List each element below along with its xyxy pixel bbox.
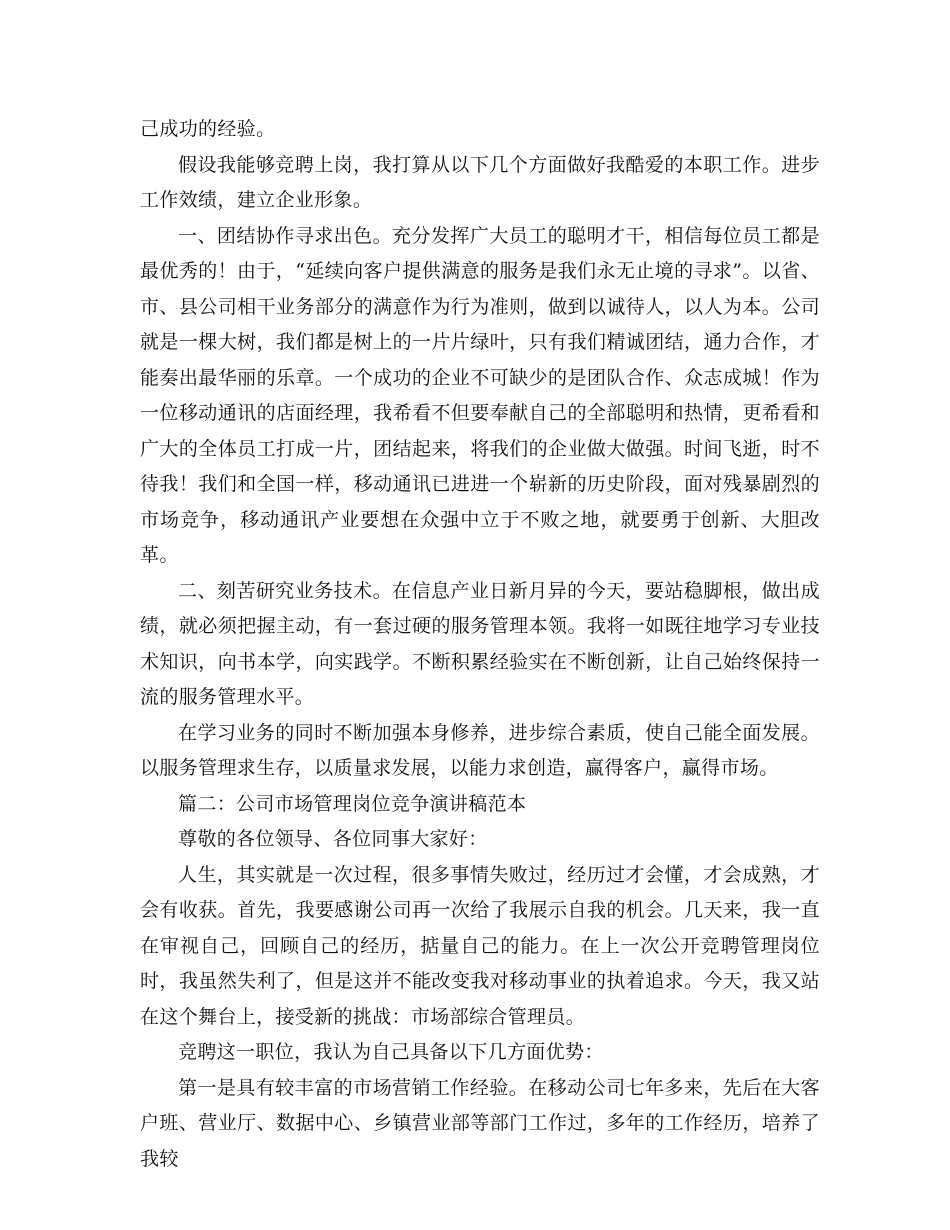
document-page <box>140 112 820 1177</box>
paragraph-self-improvement: 在学习业务的同时不断加强本身修养，进步综合素质，使自己能全面发展。以服务管理求生存，以质量求发展，以能力求创造，赢得客户，赢得市场。 <box>140 721 820 779</box>
paragraph-point-one: 一、团结协作寻求出色。充分发挥广大员工的聪明才干，相信每位员工都是最优秀的！由于，“延续向客户提供满意的服务是我们永无止境的寻求”。以省、市、县公司相干业务部分的满意作为行为准则，做到以诚待人，以人为本。公司就是一棵大树，我们都是树上的一片片绿叶，只有我们精诚团结，通力合作，才能奏出最华丽的乐章。一个成功的企业不可缺少的是团队合作、众志成城！作为一位移动通讯的店面经理，我希看不但要奉献自己的全部聪明和热情，更希看和广大的全体员工打成一片，团结起来，将我们的企业做大做强。时间飞逝，时不待我！我们和全国一样，移动通讯已进进一个崭新的历史阶段，面对残暴剧烈的市场竞争，移动通讯产业要想在众强中立于不败之地，就要勇于创新、大胆改革。 <box>140 224 820 566</box>
paragraph-point-two: 二、刻苦研究业务技术。在信息产业日新月异的今天，要站稳脚根，做出成绩，就必须把握主动，有一套过硬的服务管理本领。我将一如既往地学习专业技术知识，向书本学，向实践学。不断积累经验实在不断创新，让自己始终保持一流的服务管理水平。 <box>140 579 820 708</box>
paragraph-intro: 人生，其实就是一次过程，很多事情失败过，经历过才会懂，才会成熟，才会有收获。首先，我要感谢公司再一次给了我展示自我的机会。几天来，我一直在审视自己，回顾自己的经历，掂量自己的能力。在上一次公开竞聘管理岗位时，我虽然失利了，但是这并不能改变我对移动事业的执着追求。今天，我又站在这个舞台上，接受新的挑战：市场部综合管理员。 <box>140 863 820 1028</box>
paragraph-advantage-one: 第一是具有较丰富的市场营销工作经验。在移动公司七年多来，先后在大客户班、营业厅、数据中心、乡镇营业部等部门工作过，多年的工作经历，培养了我较 <box>140 1076 820 1170</box>
paragraph-continuation: 己成功的经验。 <box>140 118 276 140</box>
paragraph-advantages-lead: 竞聘这一职位，我认为自己具备以下几方面优势： <box>178 1041 604 1063</box>
salutation: 尊敬的各位领导、各位同事大家好： <box>178 828 488 850</box>
paragraph-plan: 假设我能够竞聘上岗，我打算从以下几个方面做好我酷爱的本职工作。进步工作效绩，建立企业形象。 <box>140 153 820 211</box>
section-heading: 篇二：公司市场管理岗位竞争演讲稿范本 <box>178 792 527 815</box>
